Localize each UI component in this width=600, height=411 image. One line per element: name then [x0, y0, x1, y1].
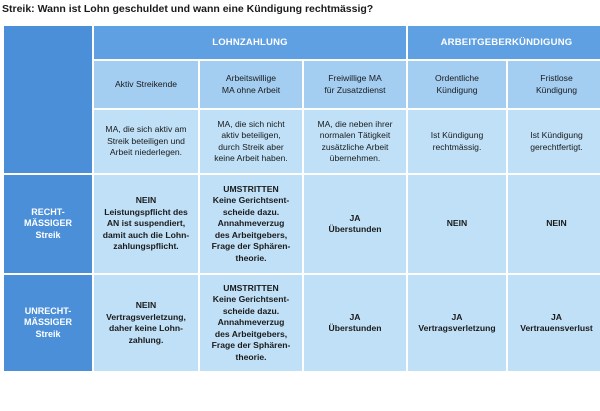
column-header: Ordentliche Kündigung	[408, 61, 506, 108]
table-cell: NEIN	[508, 175, 600, 273]
description-cell: MA, die sich nicht aktiv beteiligen, durch Streik aber keine Arbeit haben.	[200, 110, 302, 173]
table-cell: JA Vertrauensverlust	[508, 275, 600, 371]
table-cell: UMSTRITTEN Keine Gerichtsent- scheide dazu. Annahmeverzug des Arbeitgebers, Frage der Sphären- theorie.	[200, 175, 302, 273]
row-label-unrechtmaessig: UNRECHT- MÄSSIGER Streik	[4, 275, 92, 371]
description-cell: MA, die neben ihrer normalen Tätigkeit zusätzliche Arbeit übernehmen.	[304, 110, 406, 173]
corner-cell	[4, 26, 92, 173]
description-cell: MA, die sich aktiv am Streik beteiligen und Arbeit niederlegen.	[94, 110, 198, 173]
column-header: Freiwillige MA für Zusatzdienst	[304, 61, 406, 108]
strike-table	[4, 26, 598, 409]
table-cell: NEIN	[408, 175, 506, 273]
description-cell: Ist Kündigung gerechtfertigt.	[508, 110, 600, 173]
table-cell: UMSTRITTEN Keine Gerichtsent- scheide dazu. Annahmeverzug des Arbeitgebers, Frage der Sphären- theorie.	[200, 275, 302, 371]
table-cell: NEIN Leistungspflicht des AN ist suspendiert, damit auch die Lohn- zahlungspflicht.	[94, 175, 198, 273]
page-title: Streik: Wann ist Lohn geschuldet und wann eine Kündigung rechtmässig?	[2, 3, 374, 15]
table-cell: JA Vertragsverletzung	[408, 275, 506, 371]
table-cell: NEIN Vertragsverletzung, daher keine Lohn- zahlung.	[94, 275, 198, 371]
group-header-lohnzahlung: LOHNZAHLUNG	[94, 26, 406, 59]
description-cell: Ist Kündigung rechtmässig.	[408, 110, 506, 173]
group-header-kuendigung: ARBEITGEBERKÜNDIGUNG	[408, 26, 600, 59]
column-header: Fristlose Kündigung	[508, 61, 600, 108]
row-label-rechtmaessig: RECHT- MÄSSIGER Streik	[4, 175, 92, 273]
table-cell: JA Überstunden	[304, 275, 406, 371]
column-header: Arbeitswillige MA ohne Arbeit	[200, 61, 302, 108]
table-cell: JA Überstunden	[304, 175, 406, 273]
column-header: Aktiv Streikende	[94, 61, 198, 108]
